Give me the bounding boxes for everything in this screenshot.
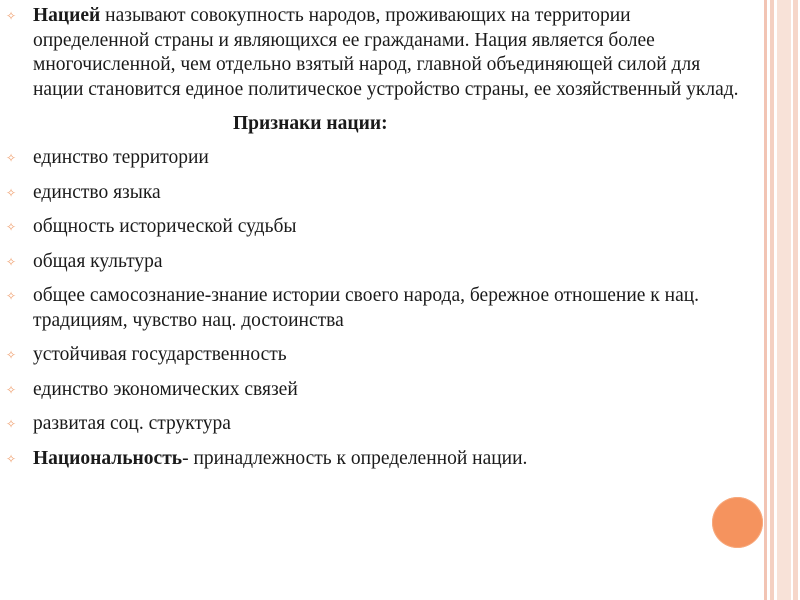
nationality-text: - принадлежность к определенной нации. xyxy=(182,447,528,469)
intro-paragraph xyxy=(6,4,746,102)
bullet-icon: ✧ xyxy=(6,451,17,466)
list-item-text: единство экономических связей xyxy=(33,378,298,400)
decor-stripe xyxy=(793,0,798,600)
bullet-icon: ✧ xyxy=(6,185,17,200)
list-item xyxy=(6,250,746,275)
list-item xyxy=(6,181,746,206)
list-item xyxy=(6,343,746,368)
bullet-icon: ✧ xyxy=(6,254,17,269)
list-item xyxy=(6,412,746,437)
list-item-text: общая культура xyxy=(33,250,163,272)
bullet-icon: ✧ xyxy=(6,151,17,165)
bullet-icon: ✧ xyxy=(6,382,17,397)
signs-heading: Признаки нации: xyxy=(233,113,388,134)
list-item xyxy=(6,215,746,240)
bullet-icon: ✧ xyxy=(6,348,17,362)
decor-stripe xyxy=(764,0,767,600)
list-item xyxy=(6,146,746,171)
nationality-paragraph xyxy=(6,447,746,472)
nationality-term: Национальность xyxy=(33,447,183,469)
list-item xyxy=(6,378,746,403)
list-item-text: единство языка xyxy=(33,181,161,203)
list-item-text: общее самосознание-знание истории своего народа, бережное отношение к нац. традициям, чувство нац. достоинства xyxy=(33,285,700,331)
bullet-icon: ✧ xyxy=(6,417,17,431)
bullet-icon: ✧ xyxy=(6,289,17,303)
list-item-text: общность исторической судьбы xyxy=(33,216,297,237)
list-item-text: развитая соц. структура xyxy=(33,413,231,434)
list-item-text: единство территории xyxy=(33,147,209,168)
bullet-icon: ✧ xyxy=(6,9,17,23)
decor-orange-circle xyxy=(712,497,763,548)
list-item xyxy=(6,284,746,333)
decor-stripe xyxy=(770,0,774,600)
intro-term: Нацией xyxy=(33,5,101,26)
decor-stripe xyxy=(777,0,791,600)
bullet-icon: ✧ xyxy=(6,220,17,234)
intro-text: называют совокупность народов, проживающих на территории определенной страны и являющихся ее гражданами. Нация является более многочисленной, чем отдельно взятый народ, главной объединяющей силой для нации становится единое политическое устройство страны, ее хозяйственный уклад. xyxy=(33,5,739,100)
slide-content xyxy=(6,0,746,481)
list-item-text: устойчивая государственность xyxy=(33,344,287,365)
